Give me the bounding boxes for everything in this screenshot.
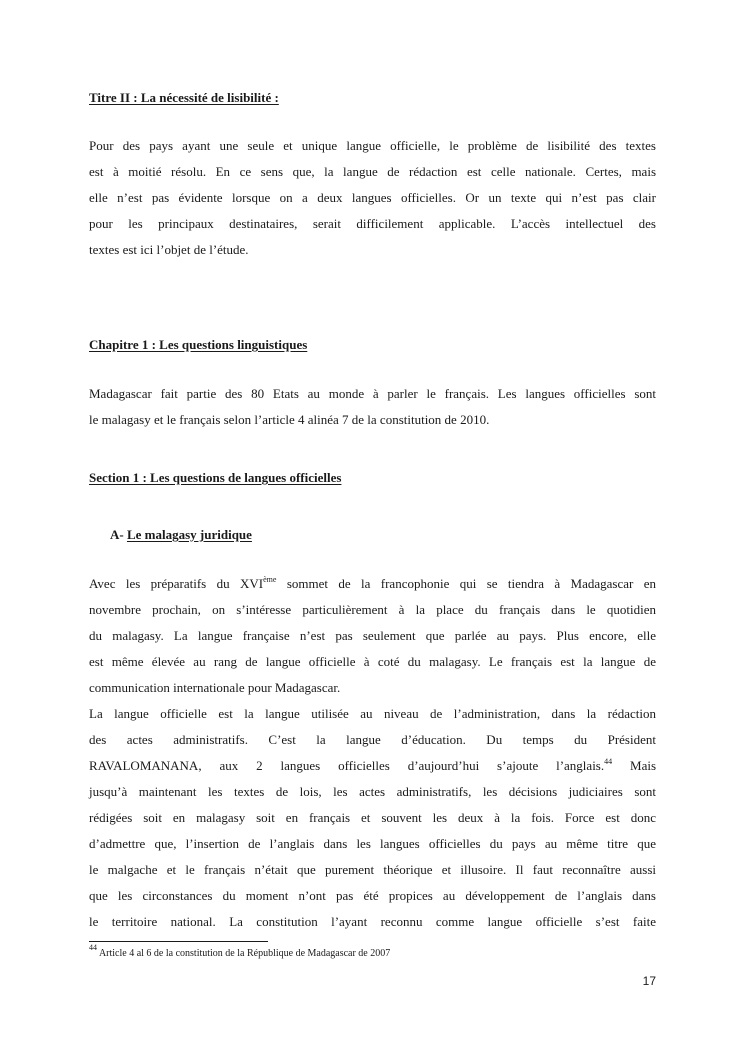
footnote-divider: [89, 941, 268, 942]
subsection-title: Le malagasy juridique: [126, 527, 252, 542]
body-line: le territoire national. La constitution l’ayant reconnu comme langue officielle s’est faite: [89, 914, 656, 929]
body-line: du malagasy. La langue française n’est pas seulement que parlée au pays. Plus encore, elle: [89, 628, 656, 643]
chapitre-line: le malagasy et le français selon l’article 4 alinéa 7 de la constitution de 2010.: [89, 412, 490, 427]
body-paragraph: [89, 571, 656, 935]
titre-heading: Titre II : La nécessité de lisibilité :: [89, 90, 279, 105]
body-line: que les circonstances du moment n’ont pas été propices au développement de l’anglais dans: [89, 888, 656, 903]
body-line: RAVALOMANANA, aux 2 langues officielles d’aujourd’hui s’ajoute l’anglais.$^{44}$ Mais: [89, 757, 657, 773]
intro-line: textes est ici l’objet de l’étude.: [89, 242, 249, 257]
chapitre-heading: Chapitre 1 : Les questions linguistiques: [89, 337, 308, 352]
intro-line: pour les principaux destinataires, serait difficilement applicable. L’accès intellectuel des: [89, 216, 656, 231]
body-line: La langue officielle est la langue utilisée au niveau de l’administration, dans la rédaction: [89, 706, 656, 721]
chapitre-paragraph: [89, 381, 656, 433]
footnote-reference[interactable]: 44: [604, 757, 613, 766]
section-heading: Section 1 : Les questions de langues officielles: [89, 470, 342, 485]
superscript-ordinal: ème: [263, 575, 277, 584]
footnote: [89, 943, 391, 959]
body-line: le malgache et le français n’était que purement théorique et illusoire. Il faut reconnaître aussi: [89, 862, 656, 877]
intro-line: est à moitié résolu. En ce sens que, la langue de rédaction est celle nationale. Certes, mais: [89, 164, 656, 179]
chapitre-line: Madagascar fait partie des 80 Etats au monde à parler le français. Les langues officielles sont: [89, 386, 656, 401]
body-line: des actes administratifs. C’est la langue d’éducation. Du temps du Président: [89, 732, 656, 747]
page-number: 17: [642, 974, 656, 988]
body-line: Avec les préparatifs du XVIème sommet de la francophonie qui se tiendra à Madagascar en: [89, 575, 656, 591]
body-line: rédigées soit en malagasy soit en français et souvent les deux à la fois. Force est donc: [89, 810, 656, 825]
footnote-number: 44: [89, 943, 97, 952]
subsection-marker: A-: [110, 527, 124, 542]
body-line: communication internationale pour Madagascar.: [89, 680, 341, 695]
body-line: novembre prochain, on s’intéresse particulièrement à la place du français dans le quotidien: [89, 602, 656, 617]
body-line: est même élevée au rang de langue officielle à coté du malagasy. Le français est la langue de: [89, 654, 656, 669]
body-line: d’admettre que, l’insertion de l’anglais dans les langues officielles du pays au même titre que: [89, 836, 656, 851]
subsection-heading: [110, 527, 252, 543]
body-line: jusqu’à maintenant les textes de lois, les actes administratifs, les décisions judiciaires sont: [89, 784, 656, 799]
intro-paragraph: [89, 133, 656, 263]
intro-line: Pour des pays ayant une seule et unique langue officielle, le problème de lisibilité des textes: [89, 138, 656, 153]
footnote-text: Article 4 al 6 de la constitution de la République de Madagascar de 2007: [97, 948, 391, 959]
intro-line: elle n’est pas évidente lorsque on a deux langues officielles. Or un texte qui n’est pas clair: [89, 190, 656, 205]
